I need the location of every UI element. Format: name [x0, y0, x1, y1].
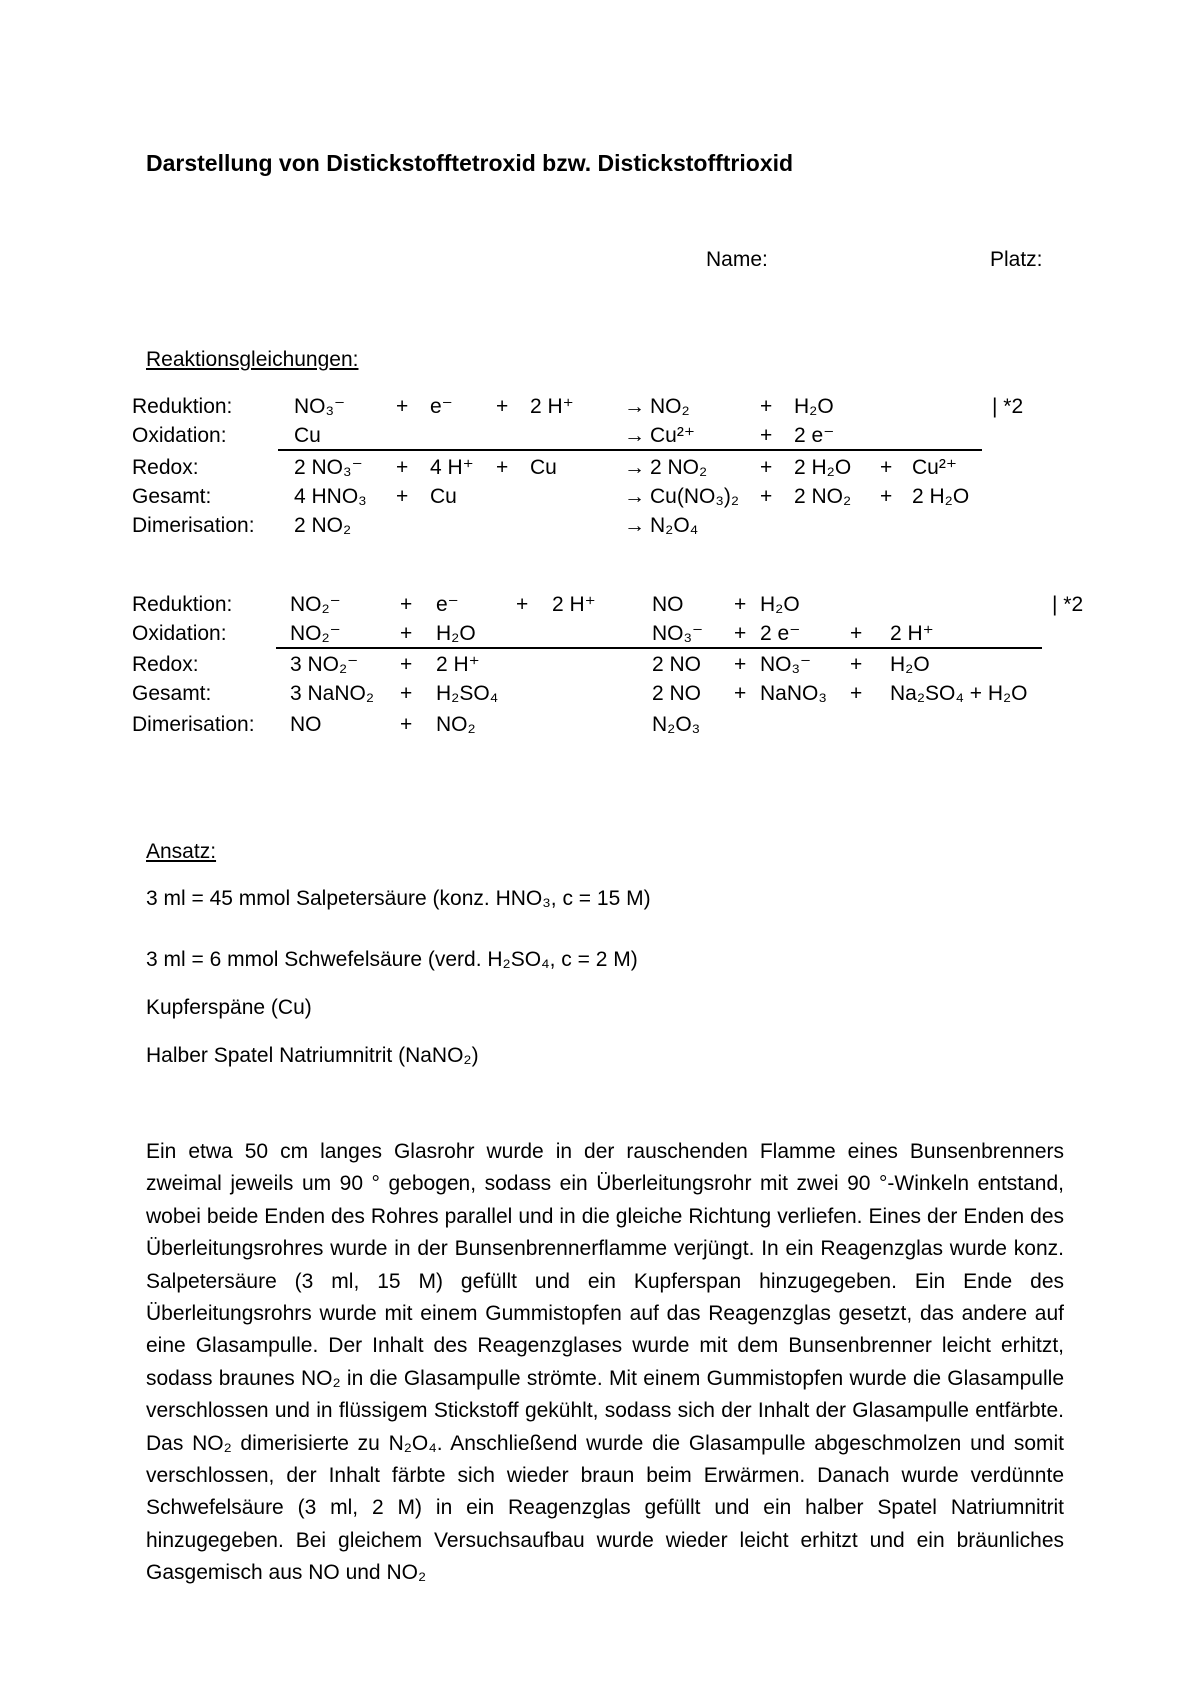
plus-sign: +: [496, 395, 509, 418]
formula: Cu²⁺: [650, 424, 695, 447]
formula: NO: [652, 593, 684, 616]
separator-line: [278, 449, 982, 451]
formula: 2 NO₂: [794, 485, 852, 508]
formula: NO₂⁻: [290, 622, 341, 645]
arrow-icon: →: [624, 424, 645, 447]
ansatz-item: Halber Spatel Natriumnitrit (NaNO₂): [146, 1044, 479, 1067]
plus-sign: +: [734, 653, 747, 676]
formula: NO₃⁻: [760, 653, 812, 676]
plus-sign: +: [734, 593, 747, 616]
ansatz-item: 3 ml = 45 mmol Salpetersäure (konz. HNO₃, c = 15 M): [146, 887, 651, 910]
plus-sign: +: [734, 682, 747, 705]
formula: Cu: [430, 485, 457, 508]
plus-sign: +: [850, 653, 863, 676]
formula: 2 e⁻: [760, 622, 801, 645]
formula: Na₂SO₄ + H₂O: [890, 682, 1028, 705]
plus-sign: +: [400, 682, 413, 705]
formula: 2 NO: [652, 653, 702, 676]
formula: Cu(NO₃)₂: [650, 485, 740, 508]
formula: 2 H⁺: [530, 395, 574, 418]
plus-sign: +: [850, 622, 863, 645]
plus-sign: +: [400, 593, 413, 616]
multiplier-note: | *2: [992, 395, 1024, 418]
row-label: Dimerisation:: [132, 713, 255, 736]
name-label: Name:: [706, 248, 768, 271]
section-heading-reactions: Reaktionsgleichungen:: [146, 348, 359, 371]
plus-sign: +: [396, 456, 409, 479]
formula: NO₂: [436, 713, 476, 736]
plus-sign: +: [760, 395, 773, 418]
formula: H₂O: [436, 622, 476, 645]
plus-sign: +: [880, 485, 893, 508]
row-label: Gesamt:: [132, 682, 212, 705]
row-label: Dimerisation:: [132, 514, 255, 537]
formula: NaNO₃: [760, 682, 827, 705]
formula: 2 H₂O: [794, 456, 852, 479]
arrow-icon: →: [624, 395, 645, 418]
formula: H₂O: [794, 395, 834, 418]
formula: 2 NO₂: [650, 456, 708, 479]
plus-sign: +: [516, 593, 529, 616]
formula: Cu: [530, 456, 557, 479]
formula: 3 NaNO₂: [290, 682, 375, 705]
plus-sign: +: [850, 682, 863, 705]
plus-sign: +: [880, 456, 893, 479]
plus-sign: +: [396, 395, 409, 418]
plus-sign: +: [400, 713, 413, 736]
plus-sign: +: [496, 456, 509, 479]
formula: H₂O: [760, 593, 800, 616]
ansatz-item: 3 ml = 6 mmol Schwefelsäure (verd. H₂SO₄, c = 2 M): [146, 948, 638, 971]
plus-sign: +: [400, 622, 413, 645]
formula: 2 H⁺: [890, 622, 934, 645]
formula: 2 NO₂: [294, 514, 352, 537]
procedure-paragraph: Ein etwa 50 cm langes Glasrohr wurde in der rauschenden Flamme eines Bunsenbrenners zweimal jeweils um 90 ° gebogen, sodass ein Überleitungsrohr mit zwei 90 °-Winkeln entstand, wobei beide Enden des Rohres parallel und in die gleiche Richtung verliefen. Eines der Enden des Überleitungsrohres wurde in der Bunsenbrennerflamme verjüngt. In ein Reagenzglas wurde konz. Salpetersäure (3 ml, 15 M) gefüllt und ein Kupferspan hinzugegeben. Ein Ende des Überleitungsrohrs wurde mit einem Gummistopfen auf das Reagenzglas gesetzt, das andere auf eine Glasampulle. Der Inhalt des Reagenzglases wurde mit dem Bunsenbrenner leicht erhitzt, sodass braunes NO₂ in die Glasampulle strömte. Mit einem Gummistopfen wurde die Glasampulle verschlossen und in flüssigem Stickstoff gekühlt, sodass sich der Inhalt der Glasampulle entfärbte. Das NO₂ dimerisierte zu N₂O₄. Anschließend wurde die Glasampulle abgeschmolzen und somit verschlossen, der Inhalt färbte sich wieder braun beim Erwärmen. Danach wurde verdünnte Schwefelsäure (3 ml, 2 M) in ein Reagenzglas gefüllt und ein halber Spatel Natriumnitrit hinzugegeben. Bei gleichem Versuchsaufbau wurde wieder leicht erhitzt und ein bräunliches Gasgemisch aus NO und NO₂: [146, 1140, 1064, 1585]
formula: 2 NO: [652, 682, 702, 705]
page-title: Darstellung von Distickstofftetroxid bzw. Distickstofftrioxid: [146, 150, 794, 176]
formula: NO₃⁻: [294, 395, 346, 418]
multiplier-note: | *2: [1052, 593, 1084, 616]
formula: e⁻: [430, 395, 453, 418]
plus-sign: +: [760, 456, 773, 479]
separator-line: [276, 647, 1042, 649]
formula: 3 NO₂⁻: [290, 653, 359, 676]
row-label: Reduktion:: [132, 593, 233, 616]
row-label: Oxidation:: [132, 424, 227, 447]
row-label: Oxidation:: [132, 622, 227, 645]
formula: N₂O₄: [650, 514, 699, 537]
formula: 4 HNO₃: [294, 485, 367, 508]
formula: Cu²⁺: [912, 456, 957, 479]
formula: e⁻: [436, 593, 459, 616]
formula: 2 H⁺: [436, 653, 480, 676]
formula: H₂SO₄: [436, 682, 499, 705]
plus-sign: +: [760, 485, 773, 508]
row-label: Reduktion:: [132, 395, 233, 418]
formula: H₂O: [890, 653, 930, 676]
plus-sign: +: [734, 622, 747, 645]
formula: NO₂: [650, 395, 690, 418]
arrow-icon: →: [624, 456, 645, 479]
arrow-icon: →: [624, 485, 645, 508]
formula: 4 H⁺: [430, 456, 474, 479]
plus-sign: +: [396, 485, 409, 508]
arrow-icon: →: [624, 514, 645, 537]
formula: 2 H⁺: [552, 593, 596, 616]
section-heading-ansatz: Ansatz:: [146, 840, 217, 863]
formula: Cu: [294, 424, 321, 447]
formula: 2 NO₃⁻: [294, 456, 363, 479]
plus-sign: +: [400, 653, 413, 676]
formula: NO₃⁻: [652, 622, 704, 645]
ansatz-item: Kupferspäne (Cu): [146, 996, 312, 1019]
formula: 2 e⁻: [794, 424, 835, 447]
formula: N₂O₃: [652, 713, 701, 736]
formula: NO: [290, 713, 322, 736]
plus-sign: +: [760, 424, 773, 447]
formula: NO₂⁻: [290, 593, 341, 616]
formula: 2 H₂O: [912, 485, 970, 508]
platz-label: Platz:: [990, 248, 1043, 271]
row-label: Redox:: [132, 456, 199, 479]
row-label: Gesamt:: [132, 485, 212, 508]
row-label: Redox:: [132, 653, 199, 676]
